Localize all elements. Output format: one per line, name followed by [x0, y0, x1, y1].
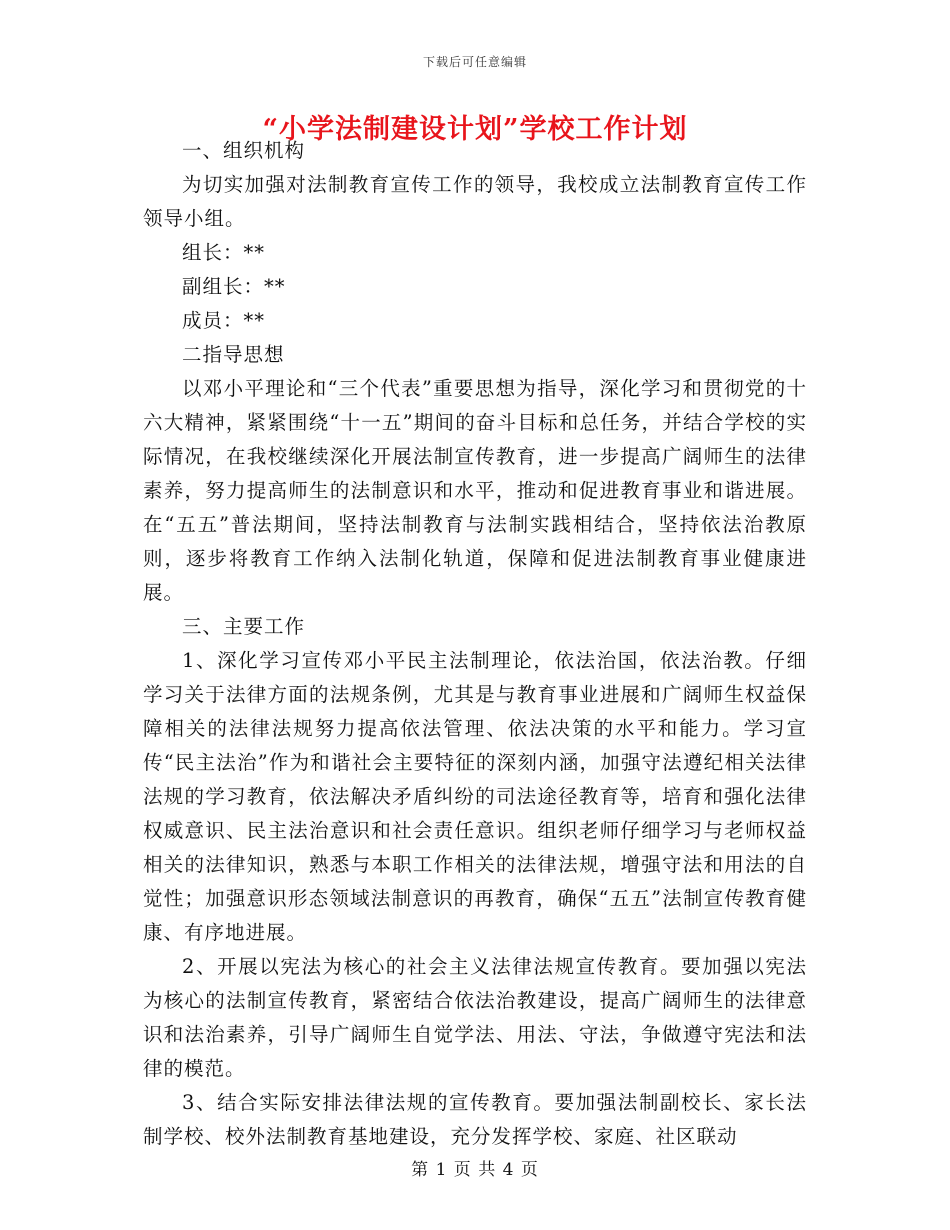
footer-total-pages: 4 — [502, 1160, 515, 1180]
deputy-leader-line: 副组长：** — [182, 275, 286, 298]
section-heading-organization: 一、组织机构 — [182, 139, 306, 162]
paragraph: 1、深化学习宣传邓小平民主法制理论，依法治国，依法治教。仔细学习关于法律方面的法规条例，尤其是与教育事业进展和广阔师生权益保障相关的法律法规努力提高依法管理、依法决策的水平和能力。学习宣传“民主法治”作为和谐社会主要特征的深刻内涵，加强守法遵纪相关法律法规的学习教育，依法解决矛盾纠纷的司法途径教育等，培育和强化法律权威意识、民主法治意识和社会责任意识。组织老师仔细学习与老师权益相关的法律知识，熟悉与本职工作相关的法律法规，增强守法和用法的自觉性；加强意识形态领域法制意识的再教育，确保“五五”法制宣传教育健康、有序地进展。 — [143, 649, 807, 944]
footer-middle: 页 共 — [453, 1160, 497, 1180]
section-heading-main-work: 三、主要工作 — [182, 615, 306, 638]
section-heading-guiding-ideology: 二指导思想 — [182, 343, 285, 366]
document-title: “小学法制建设计划”学校工作计划 — [262, 114, 688, 145]
footer-suffix: 页 — [520, 1160, 539, 1180]
page-number-footer — [0, 1155, 950, 1180]
paragraph: 2、开展以宪法为核心的社会主义法律法规宣传教育。要加强以宪法为核心的法制宣传教育，紧密结合依法治教建设，提高广阔师生的法律意识和法治素养，引导广阔师生自觉学法、用法、守法，争做遵守宪法和法律的模范。 — [143, 955, 807, 1080]
members-line: 成员：** — [182, 309, 266, 332]
page-header-note: 下载后可任意编辑 — [422, 55, 527, 69]
footer-prefix: 第 — [411, 1160, 430, 1180]
document-body — [143, 134, 807, 1154]
leader-line: 组长：** — [182, 241, 266, 264]
paragraph: 3、结合实际安排法律法规的宣传教育。要加强法制副校长、家长法制学校、校外法制教育基地建设，充分发挥学校、家庭、社区联动 — [143, 1091, 807, 1148]
footer-current-page: 1 — [435, 1160, 448, 1180]
paragraph: 以邓小平理论和“三个代表”重要思想为指导，深化学习和贯彻党的十六大精神，紧紧围绕“十一五”期间的奋斗目标和总任务，并结合学校的实际情况，在我校继续深化开展法制宣传教育，进一步提高广阔师生的法律素养，努力提高师生的法制意识和水平，推动和促进教育事业和谐进展。在“五五”普法期间，坚持法制教育与法制实践相结合，坚持依法治教原则，逐步将教育工作纳入法制化轨道，保障和促进法制教育事业健康进展。 — [143, 377, 807, 604]
paragraph: 为切实加强对法制教育宣传工作的领导，我校成立法制教育宣传工作领导小组。 — [143, 173, 807, 230]
